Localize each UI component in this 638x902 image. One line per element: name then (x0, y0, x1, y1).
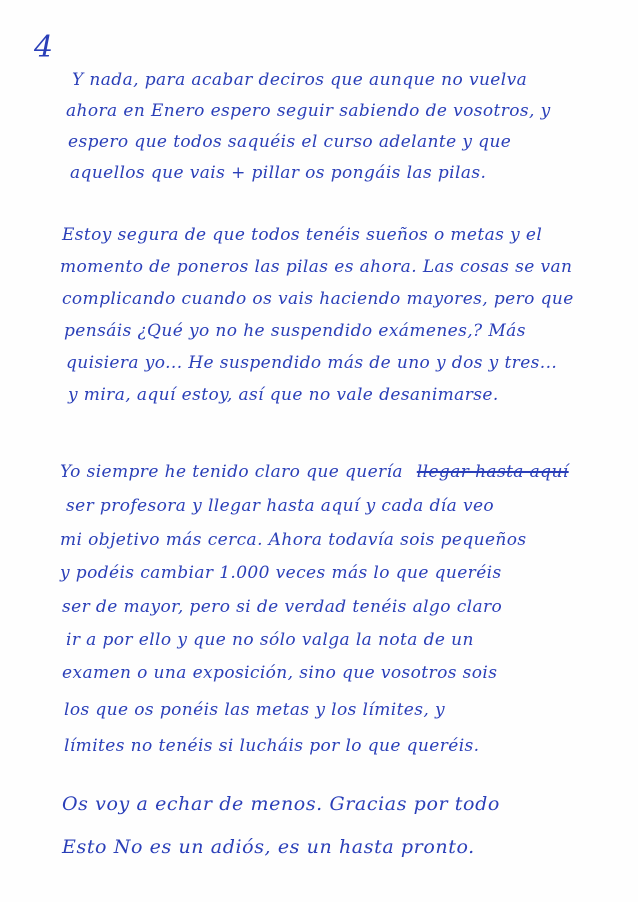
text-line: Os voy a echar de menos. Gracias por todo (62, 793, 500, 815)
text-line: ahora en Enero espero seguir sabiendo de vosotros, y (66, 101, 551, 121)
text-line: mi objetivo más cerca. Ahora todavía sois pequeños (60, 530, 527, 550)
text-line: los que os ponéis las metas y los límites, y (64, 700, 445, 720)
text-line: examen o una exposición, sino que vosotros sois (62, 663, 498, 683)
struck-out-text: llegar hasta aquí (416, 462, 569, 482)
text-line: Y nada, para acabar deciros que aunque no vuelva (72, 70, 528, 90)
text-line (60, 462, 569, 482)
text-line: y podéis cambiar 1.000 veces más lo que queréis (60, 563, 502, 583)
text-line: Esto No es un adiós, es un hasta pronto. (62, 836, 475, 858)
text-line: límites no tenéis si lucháis por lo que queréis. (64, 736, 480, 756)
text-line: quisiera yo... He suspendido más de uno y dos y tres... (66, 353, 558, 373)
page-number: 4 (34, 30, 54, 65)
text-line: Estoy segura de que todos tenéis sueños o metas y el (62, 225, 543, 245)
text-line: y mira, aquí estoy, así que no vale desanimarse. (68, 385, 499, 405)
text-line: momento de poneros las pilas es ahora. Las cosas se van (60, 257, 573, 277)
text-line: ser de mayor, pero si de verdad tenéis algo claro (62, 597, 503, 617)
text-line: ser profesora y llegar hasta aquí y cada día veo (66, 496, 495, 516)
text-line: ir a por ello y que no sólo valga la nota de un (66, 630, 474, 650)
text-line: pensáis ¿Qué yo no he suspendido exámenes,? Más (64, 321, 526, 341)
text-line: complicando cuando os vais haciendo mayores, pero que (62, 289, 574, 309)
text-line: espero que todos saquéis el curso adelante y que (68, 132, 512, 152)
text-line: aquellos que vais + pillar os pongáis las pilas. (70, 163, 487, 183)
text-fragment: Yo siempre he tenido claro que quería (60, 462, 403, 482)
